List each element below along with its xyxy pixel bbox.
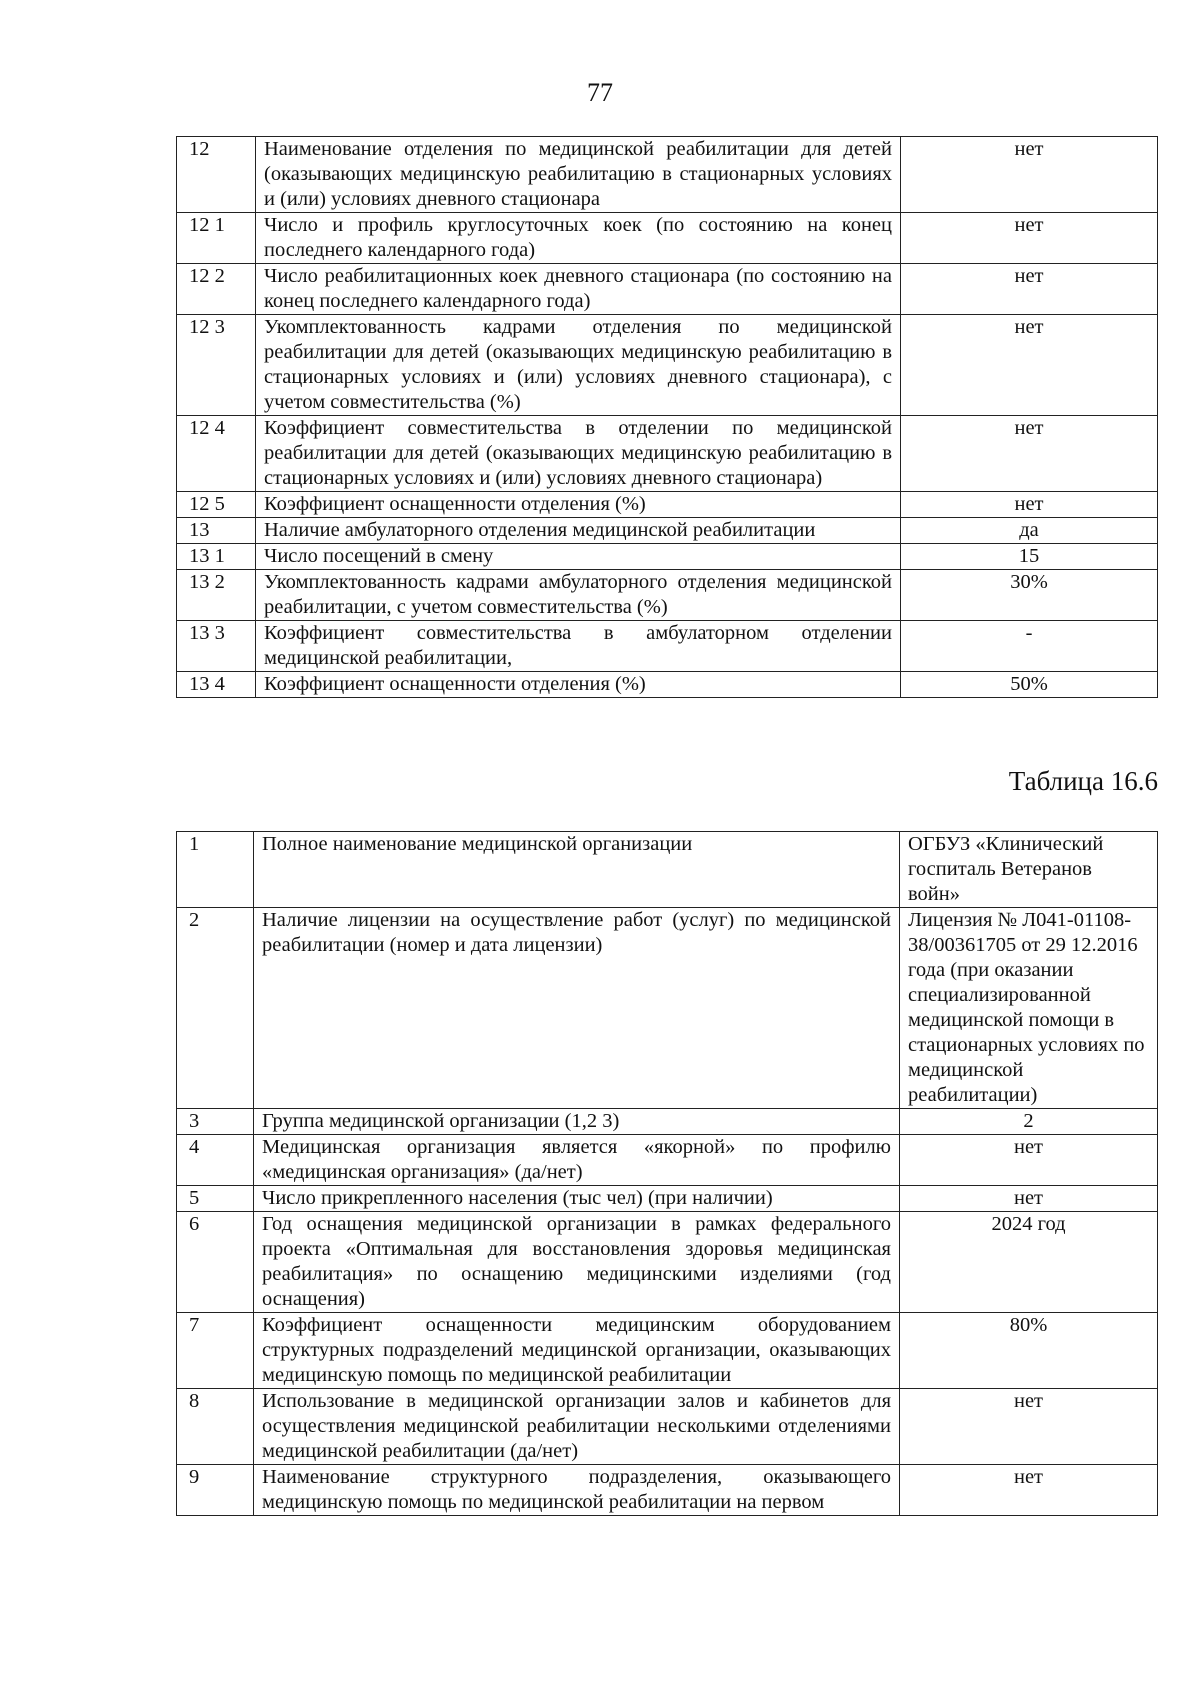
row-description: Полное наименование медицинской организации [254, 832, 900, 908]
row-number: 13 [177, 518, 256, 544]
table-row [177, 1465, 1158, 1516]
row-description: Число и профиль круглосуточных коек (по состоянию на конец последнего календарного года) [256, 213, 901, 264]
table-row [177, 518, 1158, 544]
table-row [177, 570, 1158, 621]
row-number: 12 4 [177, 416, 256, 492]
row-number: 12 5 [177, 492, 256, 518]
row-value: нет [901, 264, 1158, 315]
row-value: 15 [901, 544, 1158, 570]
row-number: 12 3 [177, 315, 256, 416]
table-row [177, 137, 1158, 213]
row-description: Использование в медицинской организации залов и кабинетов для осуществления медицинской реабилитации несколькими отделениями медицинской реабилитации (да/нет) [254, 1389, 900, 1465]
table-row [177, 264, 1158, 315]
row-description: Число реабилитационных коек дневного стационара (по состоянию на конец последнего календарного года) [256, 264, 901, 315]
row-number: 4 [177, 1135, 254, 1186]
row-value: нет [901, 492, 1158, 518]
row-value: нет [900, 1135, 1158, 1186]
table-row [177, 908, 1158, 1109]
row-description: Число посещений в смену [256, 544, 901, 570]
row-value: 2 [900, 1109, 1158, 1135]
row-description: Наличие лицензии на осуществление работ (услуг) по медицинской реабилитации (номер и дата лицензии) [254, 908, 900, 1109]
row-value: нет [900, 1465, 1158, 1516]
row-description: Коэффициент совместительства в отделении по медицинской реабилитации для детей (оказывающих медицинскую реабилитацию в стационарных условиях и (или) условиях дневного стационара) [256, 416, 901, 492]
row-description: Число прикрепленного населения (тыс чел) (при наличии) [254, 1186, 900, 1212]
row-number: 12 [177, 137, 256, 213]
row-description: Наименование структурного подразделения, оказывающего медицинскую помощь по медицинской реабилитации на первом [254, 1465, 900, 1516]
row-number: 13 1 [177, 544, 256, 570]
row-description: Коэффициент оснащенности отделения (%) [256, 492, 901, 518]
table-caption: Таблица 16.6 [1008, 766, 1158, 796]
row-number: 13 3 [177, 621, 256, 672]
row-value: ОГБУЗ «Клинический госпиталь Ветеранов войн» [900, 832, 1158, 908]
row-number: 8 [177, 1389, 254, 1465]
table-row [177, 416, 1158, 492]
row-value: 30% [901, 570, 1158, 621]
row-description: Коэффициент оснащенности отделения (%) [256, 672, 901, 698]
row-number: 13 2 [177, 570, 256, 621]
row-number: 3 [177, 1109, 254, 1135]
organization-info-table [176, 831, 1158, 1516]
table-row [177, 832, 1158, 908]
row-number: 12 2 [177, 264, 256, 315]
row-value: 80% [900, 1313, 1158, 1389]
table-row [177, 621, 1158, 672]
table-row [177, 672, 1158, 698]
table-row [177, 1135, 1158, 1186]
row-value: нет [900, 1186, 1158, 1212]
row-value: 50% [901, 672, 1158, 698]
row-number: 13 4 [177, 672, 256, 698]
row-description: Укомплектованность кадрами амбулаторного отделения медицинской реабилитации, с учетом совместительства (%) [256, 570, 901, 621]
page-number: 77 [587, 78, 613, 107]
row-number: 5 [177, 1186, 254, 1212]
row-description: Коэффициент совместительства в амбулаторном отделении медицинской реабилитации, [256, 621, 901, 672]
row-value: нет [901, 416, 1158, 492]
table-row [177, 213, 1158, 264]
row-value: Лицензия № Л041-01108-38/00361705 от 29 12.2016 года (при оказании специализированной медицинской помощи в стационарных условиях по медицинской реабилитации) [900, 908, 1158, 1109]
row-value: 2024 год [900, 1212, 1158, 1313]
indicators-table-continued [176, 136, 1158, 698]
row-description: Укомплектованность кадрами отделения по медицинской реабилитации для детей (оказывающих медицинскую реабилитацию в стационарных условиях и (или) условиях дневного стационара), с учетом совместительства (%) [256, 315, 901, 416]
row-description: Медицинская организация является «якорной» по профилю «медицинская организация» (да/нет) [254, 1135, 900, 1186]
row-value: - [901, 621, 1158, 672]
table-row [177, 492, 1158, 518]
table-row [177, 1212, 1158, 1313]
row-value: нет [901, 137, 1158, 213]
table-row [177, 1109, 1158, 1135]
row-number: 12 1 [177, 213, 256, 264]
row-number: 6 [177, 1212, 254, 1313]
indicators-table-body [177, 137, 1158, 698]
table-row [177, 1389, 1158, 1465]
row-value: да [901, 518, 1158, 544]
row-value: нет [901, 315, 1158, 416]
row-number: 7 [177, 1313, 254, 1389]
table-row [177, 1313, 1158, 1389]
row-number: 9 [177, 1465, 254, 1516]
row-value: нет [901, 213, 1158, 264]
table-row [177, 544, 1158, 570]
organization-info-table-body [177, 832, 1158, 1516]
row-value: нет [900, 1389, 1158, 1465]
row-description: Коэффициент оснащенности медицинским оборудованием структурных подразделений медицинской организации, оказывающих медицинскую помощь по медицинской реабилитации [254, 1313, 900, 1389]
row-description: Наименование отделения по медицинской реабилитации для детей (оказывающих медицинскую реабилитацию в стационарных условиях и (или) условиях дневного стационара [256, 137, 901, 213]
row-description: Группа медицинской организации (1,2 3) [254, 1109, 900, 1135]
row-description: Наличие амбулаторного отделения медицинской реабилитации [256, 518, 901, 544]
table-row [177, 1186, 1158, 1212]
row-description: Год оснащения медицинской организации в рамках федерального проекта «Оптимальная для восстановления здоровья медицинская реабилитация» по оснащению медицинскими изделиями (год оснащения) [254, 1212, 900, 1313]
row-number: 1 [177, 832, 254, 908]
row-number: 2 [177, 908, 254, 1109]
table-row [177, 315, 1158, 416]
